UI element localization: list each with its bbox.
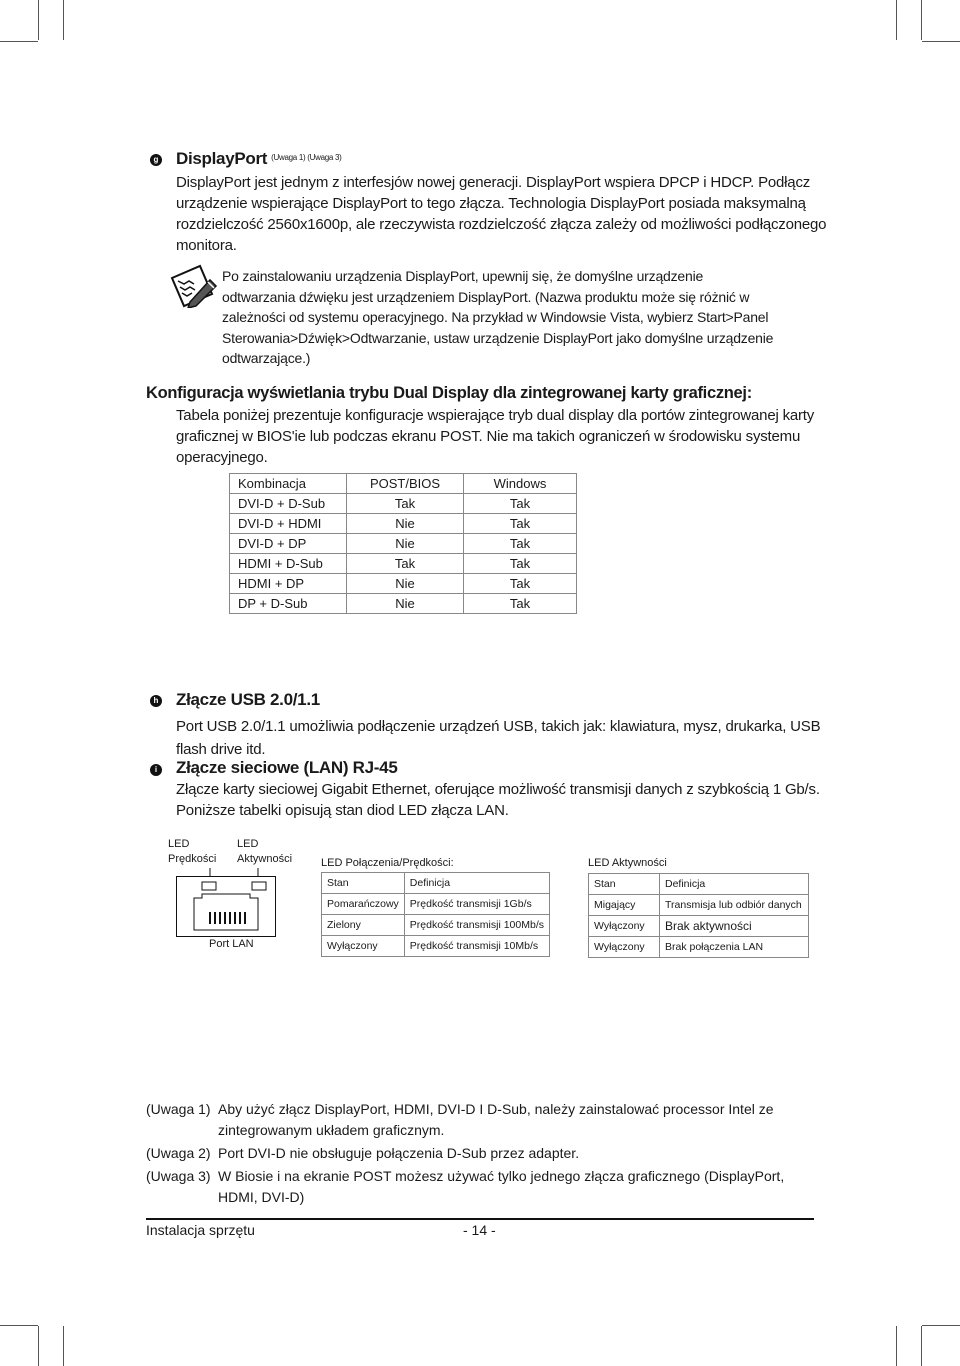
table-header-row [589, 874, 809, 895]
table-cell: Prędkość transmisji 1Gb/s [404, 894, 549, 915]
text-line: zintegrowanym układem graficznym. [218, 1122, 445, 1138]
text-line: DisplayPort jest jednym z interfesjów nowej generacji. DisplayPort wspiera DPCP i HDCP. Podłącz [176, 174, 811, 191]
table-cell: Migający [589, 895, 660, 916]
displayport-description [176, 172, 876, 256]
table-cell: DVI-D + D-Sub [230, 494, 347, 514]
led-speed-table [321, 872, 550, 957]
table-row [589, 937, 809, 958]
lan-port-diagram [176, 868, 276, 938]
table-cell: Prędkość transmisji 10Mb/s [404, 936, 549, 957]
footnote-text [218, 1099, 818, 1141]
text-line: urządzenie wspierające DisplayPort to tego złącza. Technologia DisplayPort posiada maksymalną [176, 195, 806, 212]
table-cell: Tak [464, 534, 577, 554]
table-cell: Pomarańczowy [322, 894, 405, 915]
table-cell: DVI-D + HDMI [230, 514, 347, 534]
table-cell: DP + D-Sub [230, 594, 347, 614]
pencil-note-icon [170, 264, 218, 308]
table-cell: Wyłączony [589, 937, 660, 958]
table-header-row [322, 873, 550, 894]
table-row [322, 894, 550, 915]
section-bullet-g: g [150, 154, 162, 166]
table-header: Stan [322, 873, 405, 894]
led-speed-label [168, 837, 216, 867]
table-cell: Tak [464, 514, 577, 534]
dual-display-table [229, 473, 577, 614]
table-row [230, 554, 577, 574]
table-cell: Tak [464, 594, 577, 614]
table-cell: Zielony [322, 915, 405, 936]
tip-line: Po zainstalowaniu urządzenia DisplayPort, upewnij się, że domyślne urządzenie [222, 268, 704, 284]
table-row [322, 915, 550, 936]
table-row [589, 916, 809, 937]
table-cell: Nie [347, 574, 464, 594]
table-cell: Tak [347, 494, 464, 514]
text-line: Aby użyć złącz DisplayPort, HDMI, DVI-D I D-Sub, należy zainstalować processor Intel ze [218, 1101, 774, 1117]
footnote-text [218, 1166, 818, 1208]
footnote-3 [146, 1166, 866, 1208]
activity-table-caption: LED Aktywności [588, 857, 667, 869]
text-line: graficznej w BIOS'ie lub podczas ekranu POST. Nie ma takich ograniczeń w środowisku systemu [176, 428, 801, 445]
tip-line: odtwarzania dźwięku jest urządzeniem DisplayPort. (Nazwa produktu może się różnić w [222, 288, 750, 305]
table-header: Definicja [404, 873, 549, 894]
footer-rule [146, 1218, 814, 1220]
section-bullet-i: i [150, 764, 162, 776]
dual-display-heading: Konfiguracja wyświetlania trybu Dual Display dla zintegrowanej karty graficznej: [146, 384, 752, 402]
text-line: Tabela poniżej prezentuje konfiguracje wspierające tryb dual display dla portów zintegrowanej karty [176, 407, 815, 424]
table-row [230, 594, 577, 614]
footnote-key: (Uwaga 2) [146, 1145, 211, 1161]
table-row [230, 534, 577, 554]
table-row [230, 574, 577, 594]
footnote-key: (Uwaga 1) [146, 1101, 211, 1117]
page-number: - 14 - [463, 1222, 496, 1238]
footnote-1 [146, 1099, 866, 1141]
table-header: Windows [464, 474, 577, 494]
text-line: Port DVI-D nie obsługuje połączenia D-Sub przez adapter. [218, 1145, 580, 1161]
table-cell: Prędkość transmisji 100Mb/s [404, 915, 549, 936]
label-line: Prędkości [168, 853, 217, 865]
text-line: Poniższe tabelki opisują stan diod LED złącza LAN. [176, 802, 509, 819]
displayport-notes-ref: (Uwaga 1) (Uwaga 3) [271, 153, 342, 162]
footnote-text [218, 1143, 818, 1164]
table-cell: Transmisja lub odbiór danych [660, 895, 809, 916]
table-cell: Wyłączony [322, 936, 405, 957]
lan-description [176, 779, 896, 821]
table-row [322, 936, 550, 957]
table-cell: Tak [347, 554, 464, 574]
table-cell: HDMI + DP [230, 574, 347, 594]
text-line: operacyjnego. [176, 449, 268, 466]
text-line: HDMI, DVI-D) [218, 1189, 305, 1205]
text-line: W Biosie i na ekranie POST możesz używać tylko jednego złącza graficznego (DisplayPort, [218, 1168, 785, 1184]
label-line: Aktywności [237, 853, 293, 865]
table-cell: Tak [464, 554, 577, 574]
lan-port-label: Port LAN [209, 938, 254, 950]
tip-line: zależności od systemu operacyjnego. Na przykład w Windowsie Vista, wybierz Start>Panel [222, 309, 769, 325]
table-cell: Nie [347, 514, 464, 534]
displayport-title: DisplayPort [176, 149, 268, 168]
table-cell: DVI-D + DP [230, 534, 347, 554]
table-row [230, 514, 577, 534]
table-cell: Nie [347, 594, 464, 614]
text-line: flash drive itd. [176, 741, 266, 758]
displayport-tip [222, 266, 842, 369]
table-cell: Nie [347, 534, 464, 554]
table-cell: Brak połączenia LAN [660, 937, 809, 958]
usb-description [176, 715, 876, 761]
table-header: POST/BIOS [347, 474, 464, 494]
led-activity-label [237, 837, 292, 867]
displayport-heading [176, 149, 342, 169]
label-line: LED [168, 838, 190, 850]
table-row [230, 494, 577, 514]
text-line: Złącze karty sieciowej Gigabit Ethernet, oferujące możliwość transmisji danych z szybkością 1 Gb/s. [176, 781, 820, 798]
dual-display-description [176, 405, 876, 468]
text-line: monitora. [176, 237, 237, 254]
speed-table-caption: LED Połączenia/Prędkości: [321, 857, 454, 869]
section-bullet-h: h [150, 695, 162, 707]
footnote-key: (Uwaga 3) [146, 1168, 211, 1184]
table-row [589, 895, 809, 916]
table-cell: HDMI + D-Sub [230, 554, 347, 574]
table-header: Definicja [660, 874, 809, 895]
table-header: Kombinacja [230, 474, 347, 494]
text-line: rozdzielczość 2560x1600p, ale rzeczywista rozdzielczość złącza zależy od możliwości podłączonego [176, 216, 827, 233]
table-header-row [230, 474, 577, 494]
lan-heading: Złącze sieciowe (LAN) RJ-45 [176, 758, 398, 777]
text-line: Port USB 2.0/1.1 umożliwia podłączenie urządzeń USB, takich jak: klawiatura, mysz, drukarka, USB [176, 718, 821, 735]
footer-section: Instalacja sprzętu [146, 1222, 255, 1238]
label-line: LED [237, 838, 259, 850]
table-cell: Wyłączony [589, 916, 660, 937]
table-cell: Tak [464, 574, 577, 594]
led-activity-table [588, 873, 809, 958]
table-cell: Tak [464, 494, 577, 514]
table-header: Stan [589, 874, 660, 895]
footnote-2 [146, 1143, 866, 1164]
usb-heading: Złącze USB 2.0/1.1 [176, 690, 320, 709]
table-cell: Brak aktywności [660, 916, 809, 937]
tip-line: odtwarzające.) [222, 350, 311, 366]
tip-line: Sterowania>Dźwięk>Odtwarzanie, ustaw urządzenie DisplayPort jako domyślne urządzenie [222, 329, 774, 346]
